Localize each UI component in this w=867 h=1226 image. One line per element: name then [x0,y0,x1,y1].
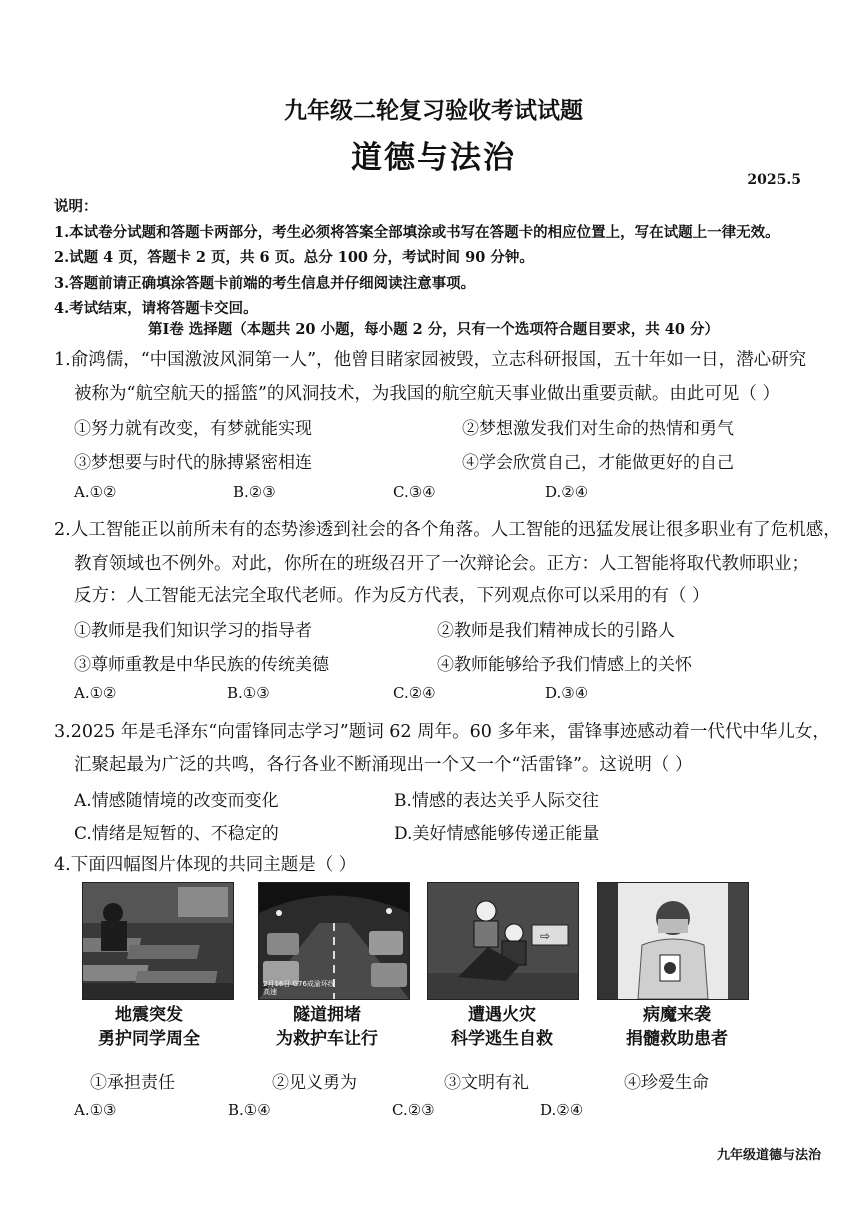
q4-statement-2: ②见义勇为 [272,1073,357,1093]
q1-stem-line-1: 1.俞鸿儒，“中国激波风洞第一人”，他曾目睹家园被毁，立志科研报国，五十年如一日，潜心研究 [54,350,807,370]
section-title: 第Ⅰ卷 选择题（本题共 20 小题，每小题 2 分，只有一个选项符合题目要求，共 40 分） [147,321,720,338]
q1-statement-2: ②梦想激发我们对生命的热情和勇气 [462,419,734,439]
q1-choice-a: A.①② [74,483,117,501]
q1-stem-line-2: 被称为“航空航天的摇篮”的风洞技术，为我国的航空航天事业做出重要贡献。由此可见（ ） [74,384,780,404]
picture-1-caption-line-1: 地震突发 [115,1005,183,1025]
note-item-3: 3.答题前请正确填涂答题卡前端的考生信息并仔细阅读注意事项。 [54,275,476,292]
picture-3-caption-line-1: 遭遇火灾 [468,1005,536,1025]
exam-date: 2025.5 [747,172,801,188]
svg-text:⇨: ⇨ [540,929,551,943]
q4-choice-c: C.②③ [392,1101,435,1119]
q4-statement-1: ①承担责任 [90,1073,175,1093]
tunnel-traffic-photo [258,882,410,1000]
q2-choice-b: B.①③ [227,684,270,702]
q3-stem-line-1: 3.2025 年是毛泽东“向雷锋同志学习”题词 62 周年。60 多年来，雷锋事迹感动着一代代中华儿女， [54,722,830,742]
q3-option-c: C.情绪是短暂的、不稳定的 [74,824,279,844]
q2-stem-line-3: 反方：人工智能无法完全取代老师。作为反方代表，下列观点你可以采用的有（ ） [74,586,710,606]
q4-choice-b: B.①④ [228,1101,271,1119]
q2-stem-line-1: 2.人工智能正以前所未有的态势渗透到社会的各个角落。人工智能的迅猛发展让很多职业有了危机感， [54,520,841,540]
q4-choice-a: A.①③ [74,1101,117,1119]
picture-2-caption-line-2: 为救护车让行 [276,1029,378,1049]
q3-stem-line-2: 汇聚起最为广泛的共鸣，各行各业不断涌现出一个又一个“活雷锋”。这说明（ ） [74,755,693,775]
q2-statement-3: ③尊师重教是中华民族的传统美德 [74,655,329,675]
page-footer: 九年级道德与法治 [716,1148,821,1163]
q2-statement-4: ④教师能够给予我们情感上的关怀 [437,655,692,675]
q2-choice-a: A.①② [74,684,117,702]
q2-statement-1: ①教师是我们知识学习的指导者 [74,621,312,641]
picture-3-caption-line-2: 科学逃生自救 [451,1029,553,1049]
q4-statement-4: ④珍爱生命 [624,1073,709,1093]
q1-statement-1: ①努力就有改变，有梦就能实现 [74,419,312,439]
q2-choice-c: C.②④ [393,684,436,702]
notes-heading: 说明： [54,198,98,215]
picture-1-caption [74,1003,224,1051]
q2-statement-2: ②教师是我们精神成长的引路人 [437,621,675,641]
q1-choice-c: C.③④ [393,483,436,501]
picture-2-caption [252,1003,402,1051]
q4-stem: 4.下面四幅图片体现的共同主题是（ ） [54,855,357,875]
q4-statement-3: ③文明有礼 [444,1073,529,1093]
subject-title: 道德与法治 [351,140,516,176]
picture-3-caption [427,1003,577,1051]
note-item-1: 1.本试卷分试题和答题卡两部分，考生必须将答案全部填涂或书写在答题卡的相应位置上，写在试题上一律无效。 [54,224,780,241]
q2-stem-line-2: 教育领域也不例外。对此，你所在的班级召开了一次辩论会。正方：人工智能将取代教师职业； [74,554,809,574]
exam-title: 九年级二轮复习验收考试试题 [284,97,583,124]
q2-choice-d: D.③④ [545,684,589,702]
picture-4-caption [602,1003,752,1051]
picture-4-caption-line-1: 病魔来袭 [643,1005,711,1025]
q1-choice-d: D.②④ [545,483,589,501]
q1-statement-3: ③梦想要与时代的脉搏紧密相连 [74,453,312,473]
q4-choice-d: D.②④ [540,1101,584,1119]
tunnel-photo-stamp: 2月16日 G76成渝环线高速 [263,980,335,996]
note-item-2: 2.试题 4 页，答题卡 2 页，共 6 页。总分 100 分，考试时间 90 分钟。 [54,249,534,266]
q1-statement-4: ④学会欣赏自己，才能做更好的自己 [462,453,734,473]
fire-escape-illustration [427,882,579,1000]
q3-option-d: D.美好情感能够传递正能量 [394,824,600,844]
picture-2-caption-line-1: 隧道拥堵 [293,1005,361,1025]
note-item-4: 4.考试结束，请将答题卡交回。 [54,300,258,317]
q3-option-a: A.情感随情境的改变而变化 [74,791,279,811]
q1-choice-b: B.②③ [233,483,276,501]
bone-marrow-donor-photo [597,882,749,1000]
q3-option-b: B.情感的表达关乎人际交往 [394,791,599,811]
picture-4-caption-line-2: 捐髓救助患者 [626,1029,728,1049]
picture-1-caption-line-2: 勇护同学周全 [98,1029,200,1049]
earthquake-classroom-photo [82,882,234,1000]
